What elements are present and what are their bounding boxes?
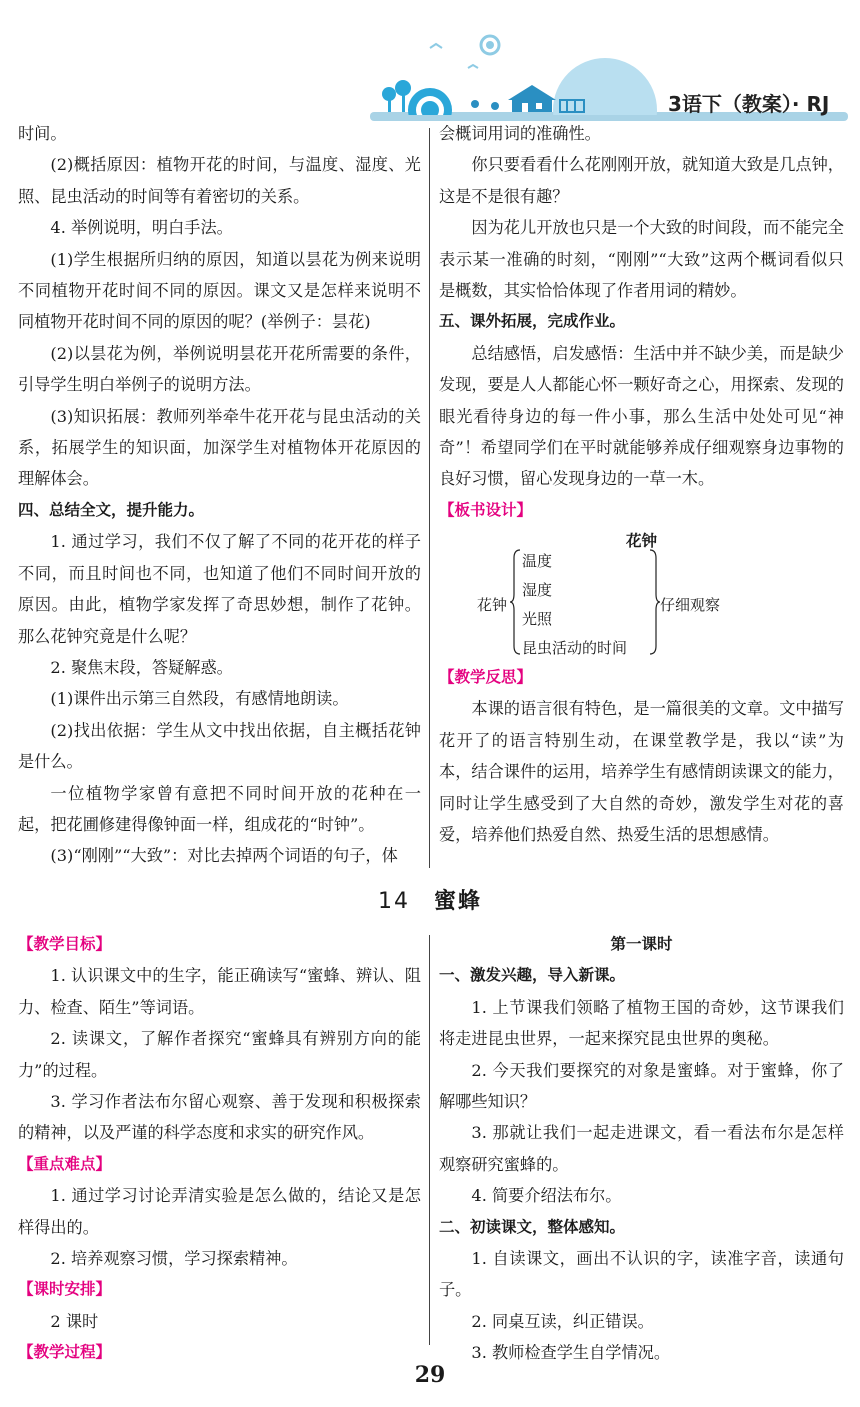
bottom-left-column: [18, 929, 421, 1369]
right-brace: [648, 548, 660, 656]
lesson-name: 蜜蜂: [433, 889, 482, 914]
section-heading: 二、初读课文，整体感知。: [439, 1217, 626, 1236]
book-subtitle: 语下（教案）· RJ: [681, 92, 830, 116]
paragraph: 4. 举例说明，明白手法。: [50, 218, 233, 238]
grade-number: 3: [668, 92, 682, 116]
bottom-right-column: [439, 929, 844, 1369]
section-tag: 【教学反思】: [439, 668, 533, 686]
lesson-number: 14: [377, 889, 410, 914]
board-design-diagram: [470, 548, 730, 658]
paragraph: 1. 通过学习讨论弄清实验是怎么做的，结论又是怎样得出的。: [18, 1186, 421, 1237]
section-heading: 第一课时: [610, 935, 673, 953]
paragraph: 一位植物学家曾有意把不同时间开放的花种在一起，把花圃修建得像钟面一样，组成花的“时钟”。: [18, 783, 421, 834]
column-divider-top: [429, 128, 430, 868]
paragraph: (3)知识拓展：教师列举牵牛花开花与昆虫活动的关系，拓展学生的知识面，加深学生对植物体开花原因的理解体会。: [18, 406, 421, 489]
paragraph: 你只要看看什么花刚刚开放，就知道大致是几点钟，这是不是很有趣？: [439, 155, 844, 206]
top-left-column: [18, 118, 421, 872]
paragraph: (3)“刚刚”“大致”：对比去掉两个词语的句子，体: [50, 846, 398, 866]
paragraph: 2. 聚焦末段，答疑解惑。: [50, 657, 233, 677]
top-right-column: [439, 118, 844, 558]
paragraph: 因为花儿开放也只是一个大致的时间段，而不能完全表示某一准确的时刻，“刚刚”“大致”这两个概词看似只是概数，其实恰恰体现了作者用词的精妙。: [439, 218, 844, 301]
paragraph: 1. 上节课我们领略了植物王国的奇妙，这节课我们将走进昆虫世界，一起来探究昆虫世界的奥秘。: [439, 997, 844, 1049]
paragraph: (1)课件出示第三自然段，有感情地朗读。: [50, 689, 349, 709]
paragraph: 2 课时: [50, 1311, 99, 1331]
header-illustration: [370, 30, 670, 115]
board-conclusion: 仔细观察: [660, 596, 721, 614]
section-tag: 【教学目标】: [18, 935, 112, 953]
paragraph: (2)以昙花为例，举例说明昙花开花所需要的条件，引导学生明白举例子的说明方法。: [18, 343, 421, 395]
paragraph: 2. 今天我们要探究的对象是蜜蜂。对于蜜蜂，你了解哪些知识？: [439, 1060, 844, 1112]
paragraph: 时间。: [18, 124, 67, 143]
board-item: 昆虫活动的时间: [522, 639, 628, 657]
paragraph: 2. 读课文，了解作者探究“蜜蜂具有辨别方向的能力”的过程。: [18, 1029, 421, 1080]
paragraph: 2. 培养观察习惯，学习探索精神。: [50, 1249, 298, 1269]
section-heading: 五、课外拓展，完成作业。: [439, 312, 626, 331]
page-number: 29: [414, 1362, 446, 1388]
section-heading: 花钟: [625, 532, 657, 551]
paragraph: 1. 认识课文中的生字，能正确读写“蜜蜂、辨认、阻力、检查、陌生”等词语。: [18, 966, 421, 1017]
board-item: 光照: [522, 610, 553, 628]
section-tag: 【板书设计】: [439, 500, 533, 519]
paragraph: 3. 学习作者法布尔留心观察、善于发现和积极探索的精神，以及严谨的科学态度和求实的研究作风。: [18, 1092, 421, 1143]
top-right-column-reflection: [439, 662, 844, 850]
paragraph: 本课的语言很有特色，是一篇很美的文章。文中描写花开了的语言特别生动，在课堂教学是，我以“读”为本，结合课件的运用，培养学生有感情朗读课文的能力，同时让学生感受到了大自然的奇妙，激发学生对花的喜爱，培养他们热爱自然、热爱生活的思想感情。: [439, 699, 844, 845]
paragraph: 1. 通过学习，我们不仅了解了不同的花开花的样子不同，而且时间也不同，也知道了他们不同时间开放的原因。由此，植物学家发挥了奇思妙想，制作了花钟。那么花钟究竟是什么呢？: [18, 532, 421, 646]
section-tag: 【教学过程】: [18, 1343, 112, 1362]
left-brace: [510, 548, 522, 656]
paragraph: 总结感悟，启发感悟：生活中并不缺少美，而是缺少发现，要是人人都能心怀一颗好奇之心，用探索、发现的眼光看待身边的每一件小事，那么生活中处处可见“神奇”！希望同学们在平时就能够养成仔细观察身边事物的良好习惯，留心发现身边的一草一木。: [439, 343, 844, 489]
paragraph: 3. 那就让我们一起走进课文，看一看法布尔是怎样观察研究蜜蜂的。: [439, 1123, 844, 1174]
paragraph: 1. 自读课文，画出不认识的字，读准字音，读通句子。: [439, 1249, 844, 1300]
book-title: [668, 88, 829, 117]
column-divider-bottom: [429, 935, 430, 1345]
paragraph: (2)概括原因：植物开花的时间，与温度、湿度、光照、昆虫活动的时间等有着密切的关系。: [18, 155, 421, 206]
lesson-title: [0, 884, 860, 915]
section-heading: 一、激发兴趣，导入新课。: [439, 966, 626, 985]
paragraph: (1)学生根据所归纳的原因，知道以昙花为例来说明不同植物开花时间不同的原因。课文又是怎样来说明不同植物开花时间不同的原因的呢？(举例子：昙花): [18, 249, 421, 332]
paragraph: 2. 同桌互读，纠正错误。: [471, 1311, 654, 1331]
board-item: 温度: [522, 552, 553, 570]
board-root-label: 花钟: [477, 596, 508, 614]
section-tag: 【课时安排】: [18, 1280, 112, 1299]
board-item: 湿度: [522, 581, 553, 599]
section-tag: 【重点难点】: [18, 1154, 112, 1173]
section-heading: 四、总结全文，提升能力。: [18, 500, 205, 519]
paragraph: (2)找出依据：学生从文中找出依据，自主概括花钟是什么。: [18, 720, 421, 772]
paragraph: 3. 教师检查学生自学情况。: [471, 1343, 671, 1363]
paragraph: 4. 简要介绍法布尔。: [471, 1186, 622, 1206]
paragraph: 会概词用词的准确性。: [439, 124, 601, 143]
